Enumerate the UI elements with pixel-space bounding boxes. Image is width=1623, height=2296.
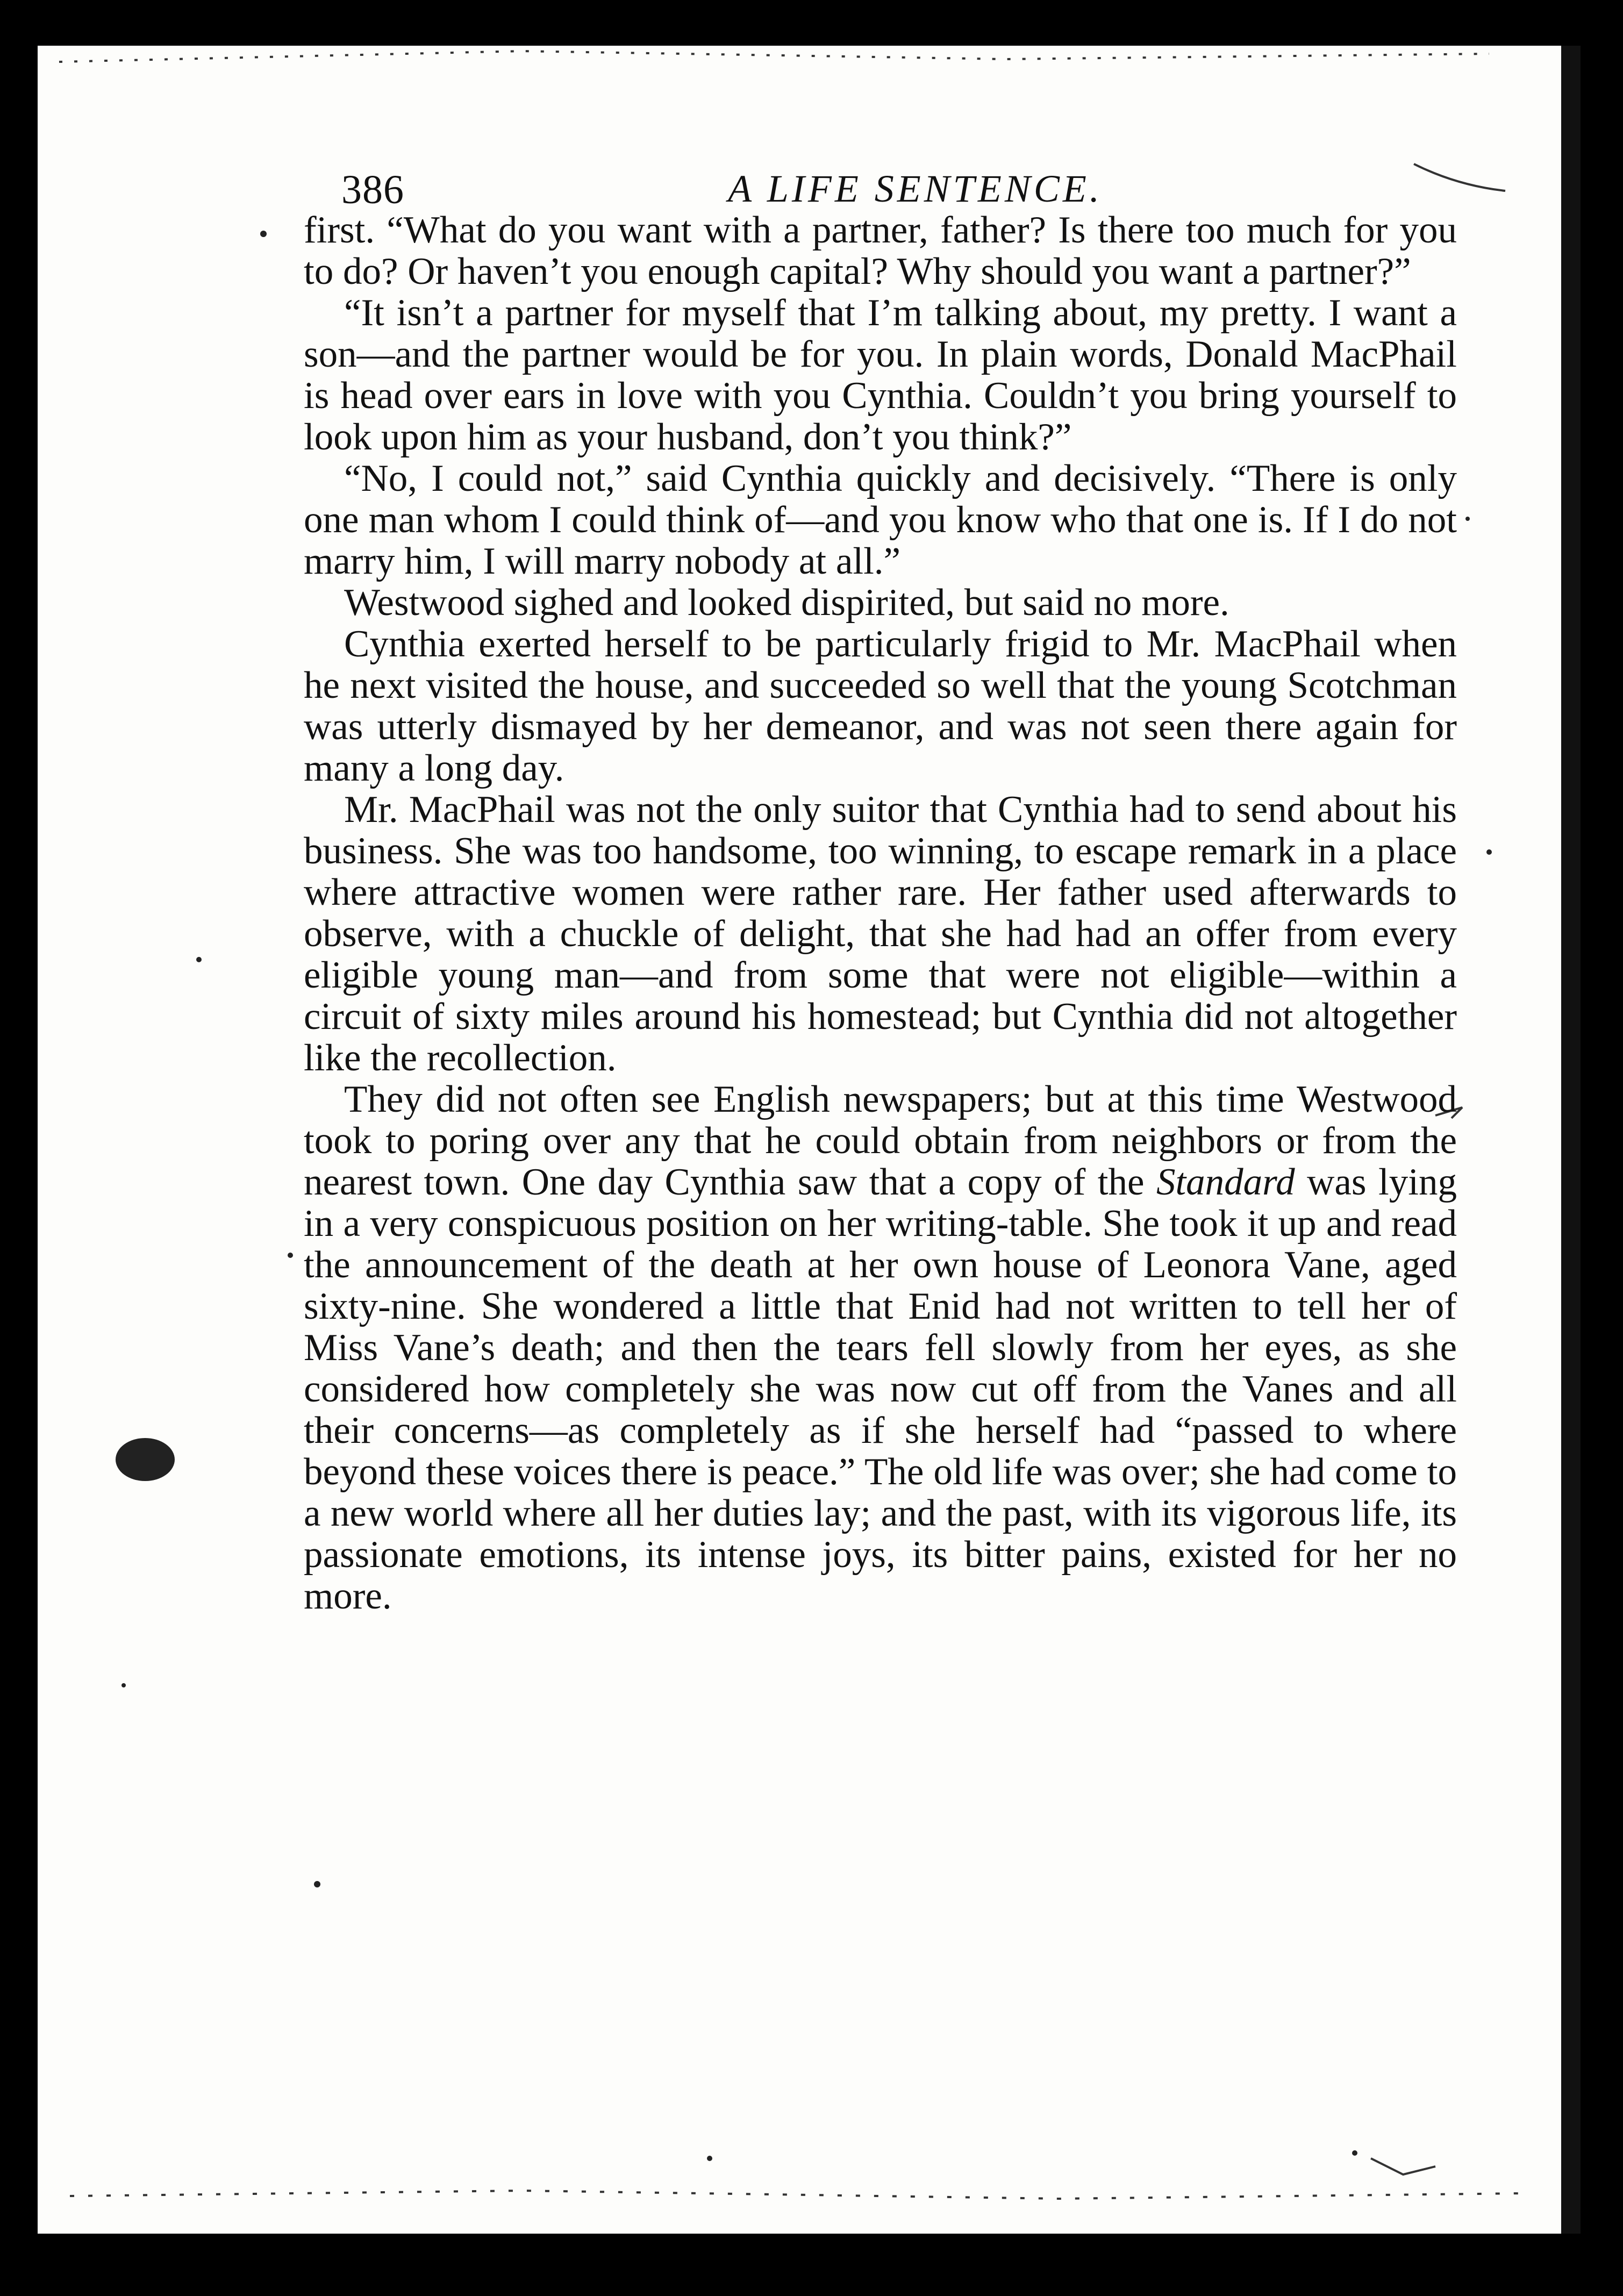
page-number: 386 xyxy=(341,167,404,212)
paragraph xyxy=(304,1079,1457,1617)
paragraph: first. “What do you want with a partner, father? Is there too much for you to do? Or haven’t you enough capital? Why should you want a partner?” xyxy=(304,209,1457,292)
paragraph-text: They did not often see English newspapers; but at this time Westwood took to poring over any that he could obtain from neighbors or from the nearest town. One day Cynthia saw that a copy of the xyxy=(304,1078,1457,1203)
paragraph: Cynthia exerted herself to be particularly frigid to Mr. MacPhail when he next visited the house, and succeeded so well that the young Scotchman was utterly dismayed by her demeanor, and was not seen there again for many a long day. xyxy=(304,623,1457,789)
paragraph: Westwood sighed and looked dispirited, but said no more. xyxy=(344,582,1229,624)
paragraph: “It isn’t a partner for myself that I’m talking about, my pretty. I want a son—and the partner would be for you. In plain words, Donald MacPhail is head over ears in love with you Cynthia. Couldn’t you bring yourself to look upon him as your husband, don’t you think?” xyxy=(304,292,1457,458)
page-spine-shadow xyxy=(1561,46,1581,2234)
running-title: A LIFE SENTENCE. xyxy=(728,167,1103,210)
paragraph: “No, I could not,” said Cynthia quickly and decisively. “There is only one man whom I could think of—and you know who that one is. If I do not marry him, I will marry nobody at all.” xyxy=(304,457,1457,582)
newspaper-title: Standard xyxy=(1156,1161,1295,1203)
paragraph: Mr. MacPhail was not the only suitor that Cynthia had to send about his business. She was too handsome, too winning, to escape remark in a place where attractive women were rather rare. Her father used afterwards to observe, with a chuckle of delight, that she had had an offer from every eligible young man—and from some that were not eligible—within a circuit of sixty miles around his homestead; but Cynthia did not altogether like the recollection. xyxy=(304,789,1457,1079)
ink-blot xyxy=(116,1438,175,1481)
body-text xyxy=(304,210,1457,1617)
paragraph-text: was lying in a very conspicuous position on her writing-table. She took it up and read the announcement of the death at her own house of Leonora Vane, aged sixty-nine. She wondered a little that Enid had not written to tell her of Miss Vane’s death; and then the tears fell slowly from her eyes, as she considered how completely she was now cut off from the Vanes and all their concerns—as completely as if she herself had “passed to where beyond these voices there is peace.” The old life was over; she had come to a new world where all her duties lay; and the past, with its vigorous life, its passionate emotions, its intense joys, its bitter pains, existed for her no more. xyxy=(304,1161,1457,1617)
